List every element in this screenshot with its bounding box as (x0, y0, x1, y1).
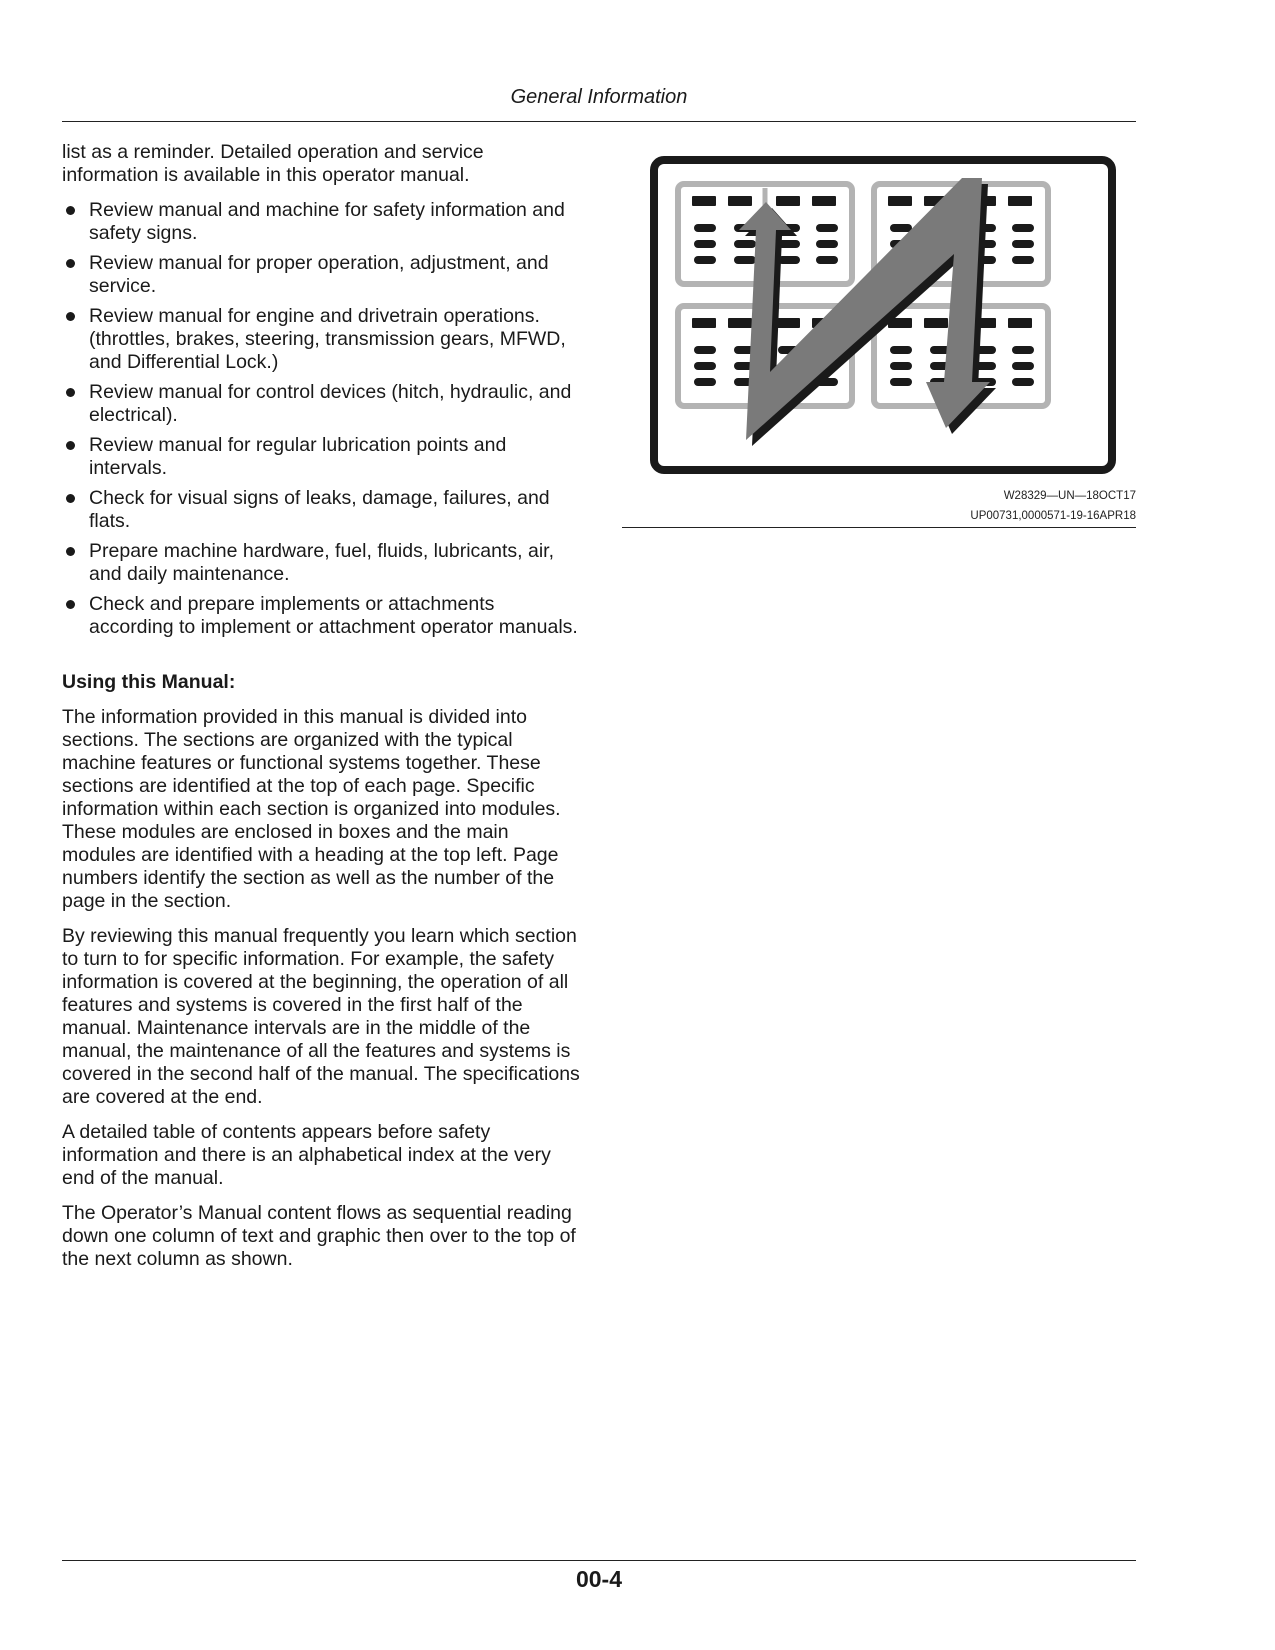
checklist-item: Review manual for proper operation, adjustment, and service. (62, 252, 582, 298)
bullet-icon (66, 388, 75, 397)
module-heading-bar (924, 318, 948, 328)
module-text-line (694, 240, 716, 248)
module-text-line (1012, 378, 1034, 386)
bullet-icon (66, 259, 75, 268)
checklist-item: Review manual for regular lubrication points and intervals. (62, 434, 582, 480)
bullet-icon (66, 494, 75, 503)
page-header: General Information (510, 86, 688, 108)
module-text-line (778, 256, 800, 264)
figure-module-code: UP00731,0000571-19-16APR18 (970, 510, 1136, 522)
left-column (62, 141, 582, 1283)
module-text-line (734, 240, 756, 248)
bullet-icon (66, 600, 75, 609)
checklist-item: Check and prepare implements or attachments according to implement or attachment operator manuals. (62, 593, 582, 639)
body-paragraph: The information provided in this manual is divided into sections. The sections are organized with the typical machine features or functional systems together. These sections are identified at the top of each page. Specific information within each section is organized into modules. These modules are enclosed in boxes and the main modules are identified with a heading at the top left. Page numbers identify the section as well as the number of the page in the section. (62, 706, 561, 912)
checklist-item: Review manual and machine for safety information and safety signs. (62, 199, 582, 245)
checklist-item: Review manual for engine and drivetrain operations. (throttles, brakes, steering, transmission gears, MFWD, and Differential Lock.) (62, 305, 582, 374)
module-text-line (734, 256, 756, 264)
module-text-line (1012, 256, 1034, 264)
checklist-item: Prepare machine hardware, fuel, fluids, lubricants, air, and daily maintenance. (62, 540, 582, 586)
module-text-line (816, 224, 838, 232)
header-rule (62, 121, 1136, 122)
module-heading-bar (812, 196, 836, 206)
module-text-line (890, 224, 912, 232)
module-text-line (890, 362, 912, 370)
module-heading-bar (1008, 196, 1032, 206)
checklist-item: Review manual for control devices (hitch, hydraulic, and electrical). (62, 381, 582, 427)
body-paragraph: By reviewing this manual frequently you learn which section to turn to for specific information. For example, the safety information is covered at the beginning, the operation of all features and systems is covered in the first half of the manual. Maintenance intervals are in the middle of the manual, the maintenance of all the features and systems is covered in the second half of the manual. The specifications are covered at the end. (62, 925, 580, 1108)
module-text-line (694, 378, 716, 386)
footer-rule (62, 1560, 1136, 1561)
figure-image-code: W28329—UN—18OCT17 (1003, 490, 1136, 502)
module-text-line (694, 346, 716, 354)
checklist (62, 199, 582, 639)
bullet-icon (66, 441, 75, 450)
module-heading-bar (888, 196, 912, 206)
module-text-line (816, 240, 838, 248)
checklist-item: Check for visual signs of leaks, damage, failures, and flats. (62, 487, 582, 533)
module-heading-bar (692, 318, 716, 328)
module-text-line (890, 346, 912, 354)
module-heading-bar (728, 196, 752, 206)
bullet-icon (66, 547, 75, 556)
module-text-line (816, 256, 838, 264)
figure-rule (622, 527, 1136, 528)
module-text-line (1012, 224, 1034, 232)
module-text-line (1012, 240, 1034, 248)
module-text-line (694, 256, 716, 264)
module-heading-bar (1008, 318, 1032, 328)
page-number: 00-4 (575, 1566, 623, 1592)
body-paragraph: A detailed table of contents appears before safety information and there is an alphabetical index at the very end of the manual. (62, 1121, 551, 1189)
reading-flow-illustration (650, 156, 1116, 474)
module-heading-bar (776, 318, 800, 328)
module-text-line (694, 362, 716, 370)
intro-paragraph: list as a reminder. Detailed operation and service information is available in this operator manual. (62, 141, 484, 186)
module-text-line (694, 224, 716, 232)
module-heading-bar (692, 196, 716, 206)
module-heading-bar (776, 196, 800, 206)
section-heading: Using this Manual: (62, 671, 236, 693)
module-text-line (1012, 346, 1034, 354)
body-paragraph: The Operator’s Manual content flows as sequential reading down one column of text and graphic then over to the top of the next column as shown. (62, 1202, 576, 1270)
module-heading-bar (728, 318, 752, 328)
bullet-icon (66, 206, 75, 215)
bullet-icon (66, 312, 75, 321)
module-text-line (1012, 362, 1034, 370)
module-text-line (890, 378, 912, 386)
